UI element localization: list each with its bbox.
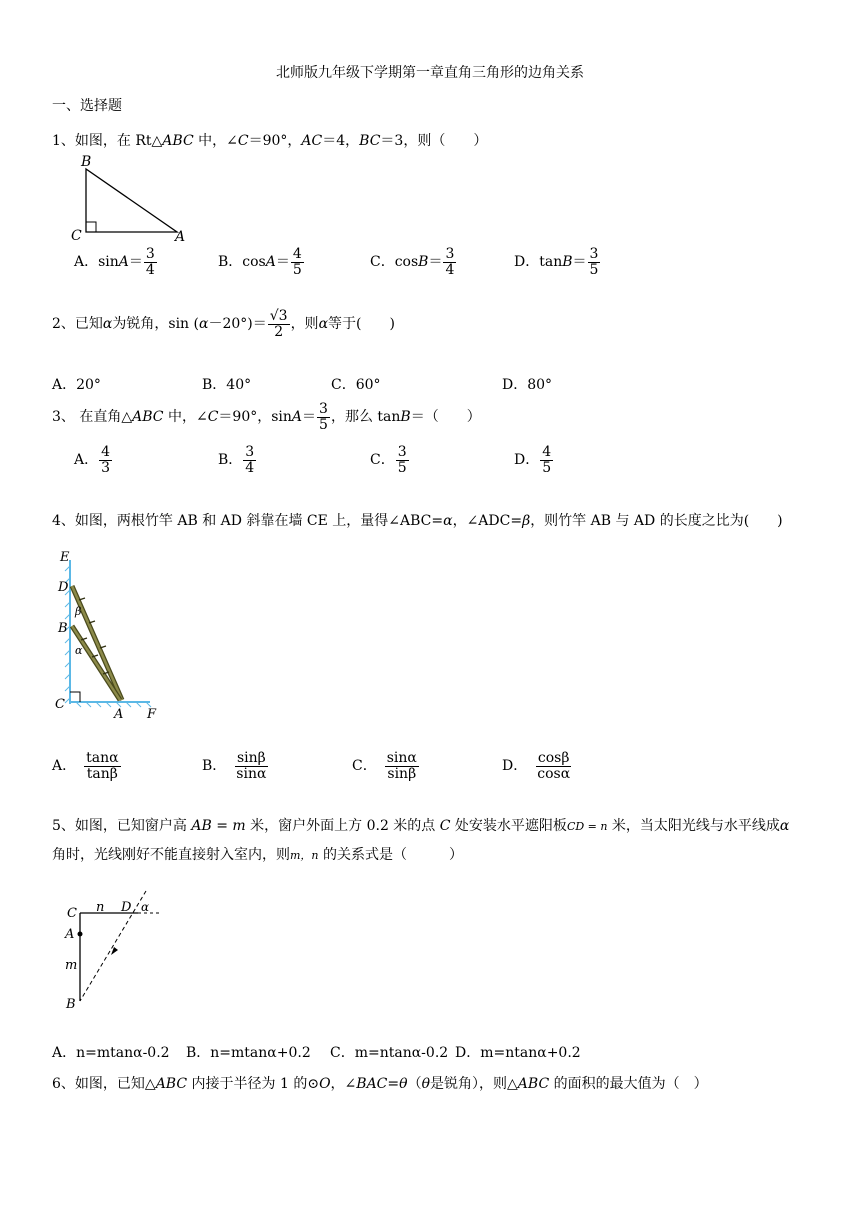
question-3-option-b[interactable]: B． $\frac{3}{4}$ (218, 444, 255, 476)
label-alpha: α (75, 644, 83, 657)
vertex-label-a: A (175, 229, 186, 245)
vertex-label-c: C (71, 228, 82, 244)
question-2-option-c[interactable]: C．60° (331, 377, 381, 393)
question-3-option-a[interactable]: A． $\frac{4}{3}$ (74, 444, 111, 476)
label-b: B (66, 997, 76, 1012)
vertex-label-b: B (81, 154, 92, 170)
question-5-option-b[interactable]: B．n=mtanα+0.2 (186, 1045, 311, 1061)
question-1-option-d[interactable]: D．tanB＝ $\frac{3}{5}$ (514, 246, 599, 278)
question-5-stem-line-1: 5、如图，已知窗户高 AB = m 米，窗户外面上方 0.2 米的点 C 处安装水平遮阳板CD = n 米，当太阳光线与水平线成α (52, 818, 790, 834)
question-4-option-a[interactable]: A． $\frac{\tan\alpha}{\tan\beta}$ (52, 750, 119, 782)
label-alpha: α (141, 900, 150, 914)
question-4-option-c[interactable]: C． $\frac{\sin\alpha}{\sin\beta}$ (352, 750, 417, 782)
label-c: C (55, 697, 65, 712)
question-3-stem: 3、 在直角△ABC 中，∠C＝90°，sinA＝ $\frac{3}{5}$ ，那么 tanB＝（ ） (52, 401, 481, 433)
label-beta: β (75, 605, 82, 618)
question-3-option-c[interactable]: C． $\frac{3}{5}$ (370, 444, 407, 476)
question-5-option-a[interactable]: A．n=mtanα-0.2 (52, 1045, 170, 1061)
question-2-option-d[interactable]: D．80° (502, 377, 553, 393)
question-1-option-c[interactable]: C．cosB＝ $\frac{3}{4}$ (370, 246, 455, 278)
question-5-option-c[interactable]: C．m=ntanα-0.2 (330, 1045, 449, 1061)
question-5-window-figure (60, 886, 170, 1014)
question-4-stem: 4、如图，两根竹竿 AB 和 AD 斜靠在墙 CE 上，量得∠ABC=α，∠ADC=β，则竹竿 AB 与 AD 的长度之比为( ) (52, 513, 783, 529)
question-6-stem: 6、如图，已知△ABC 内接于半径为 1 的⊙O，∠BAC=θ（θ是锐角），则△ABC 的面积的最大值为（ ） (52, 1076, 708, 1092)
question-1-triangle-figure (60, 150, 200, 246)
label-e: E (60, 550, 70, 565)
label-m: m (65, 958, 78, 973)
label-a: A (114, 707, 124, 722)
question-2-stem: 2、已知α为锐角，sin (α－20°)＝ $\frac{√3}{2}$ ，则α等于( ) (52, 308, 395, 340)
question-5-option-d[interactable]: D．m=ntanα+0.2 (455, 1045, 581, 1061)
label-d: D (58, 580, 69, 595)
label-f: F (147, 707, 157, 722)
question-5-stem-line-2: 角时，光线刚好不能直接射入室内，则m，n 的关系式是（ ） (52, 847, 463, 863)
label-d: D (121, 900, 132, 915)
question-1-option-a[interactable]: A．sinA＝ $\frac{3}{4}$ (74, 246, 155, 278)
question-4-option-b[interactable]: B． $\frac{\sin\beta}{\sin\alpha}$ (202, 750, 267, 782)
label-n: n (96, 900, 105, 915)
question-4-option-d[interactable]: D． $\frac{\cos\beta}{\cos\alpha}$ (502, 750, 571, 782)
question-1-stem: 1、如图，在 Rt△ABC 中，∠C＝90°，AC＝4，BC＝3，则（ ） (52, 133, 488, 149)
question-2-option-b[interactable]: B．40° (202, 377, 252, 393)
label-c: C (67, 906, 77, 921)
section-heading: 一、选择题 (52, 98, 122, 114)
document-title: 北师版九年级下学期第一章直角三角形的边角关系 (276, 65, 584, 81)
label-a: A (65, 927, 75, 942)
question-4-bamboo-figure (52, 552, 172, 722)
question-2-option-a[interactable]: A．20° (52, 377, 101, 393)
question-1-option-b[interactable]: B．cosA＝ $\frac{4}{5}$ (218, 246, 302, 278)
question-3-option-d[interactable]: D． $\frac{4}{5}$ (514, 444, 552, 476)
label-b: B (58, 621, 68, 636)
